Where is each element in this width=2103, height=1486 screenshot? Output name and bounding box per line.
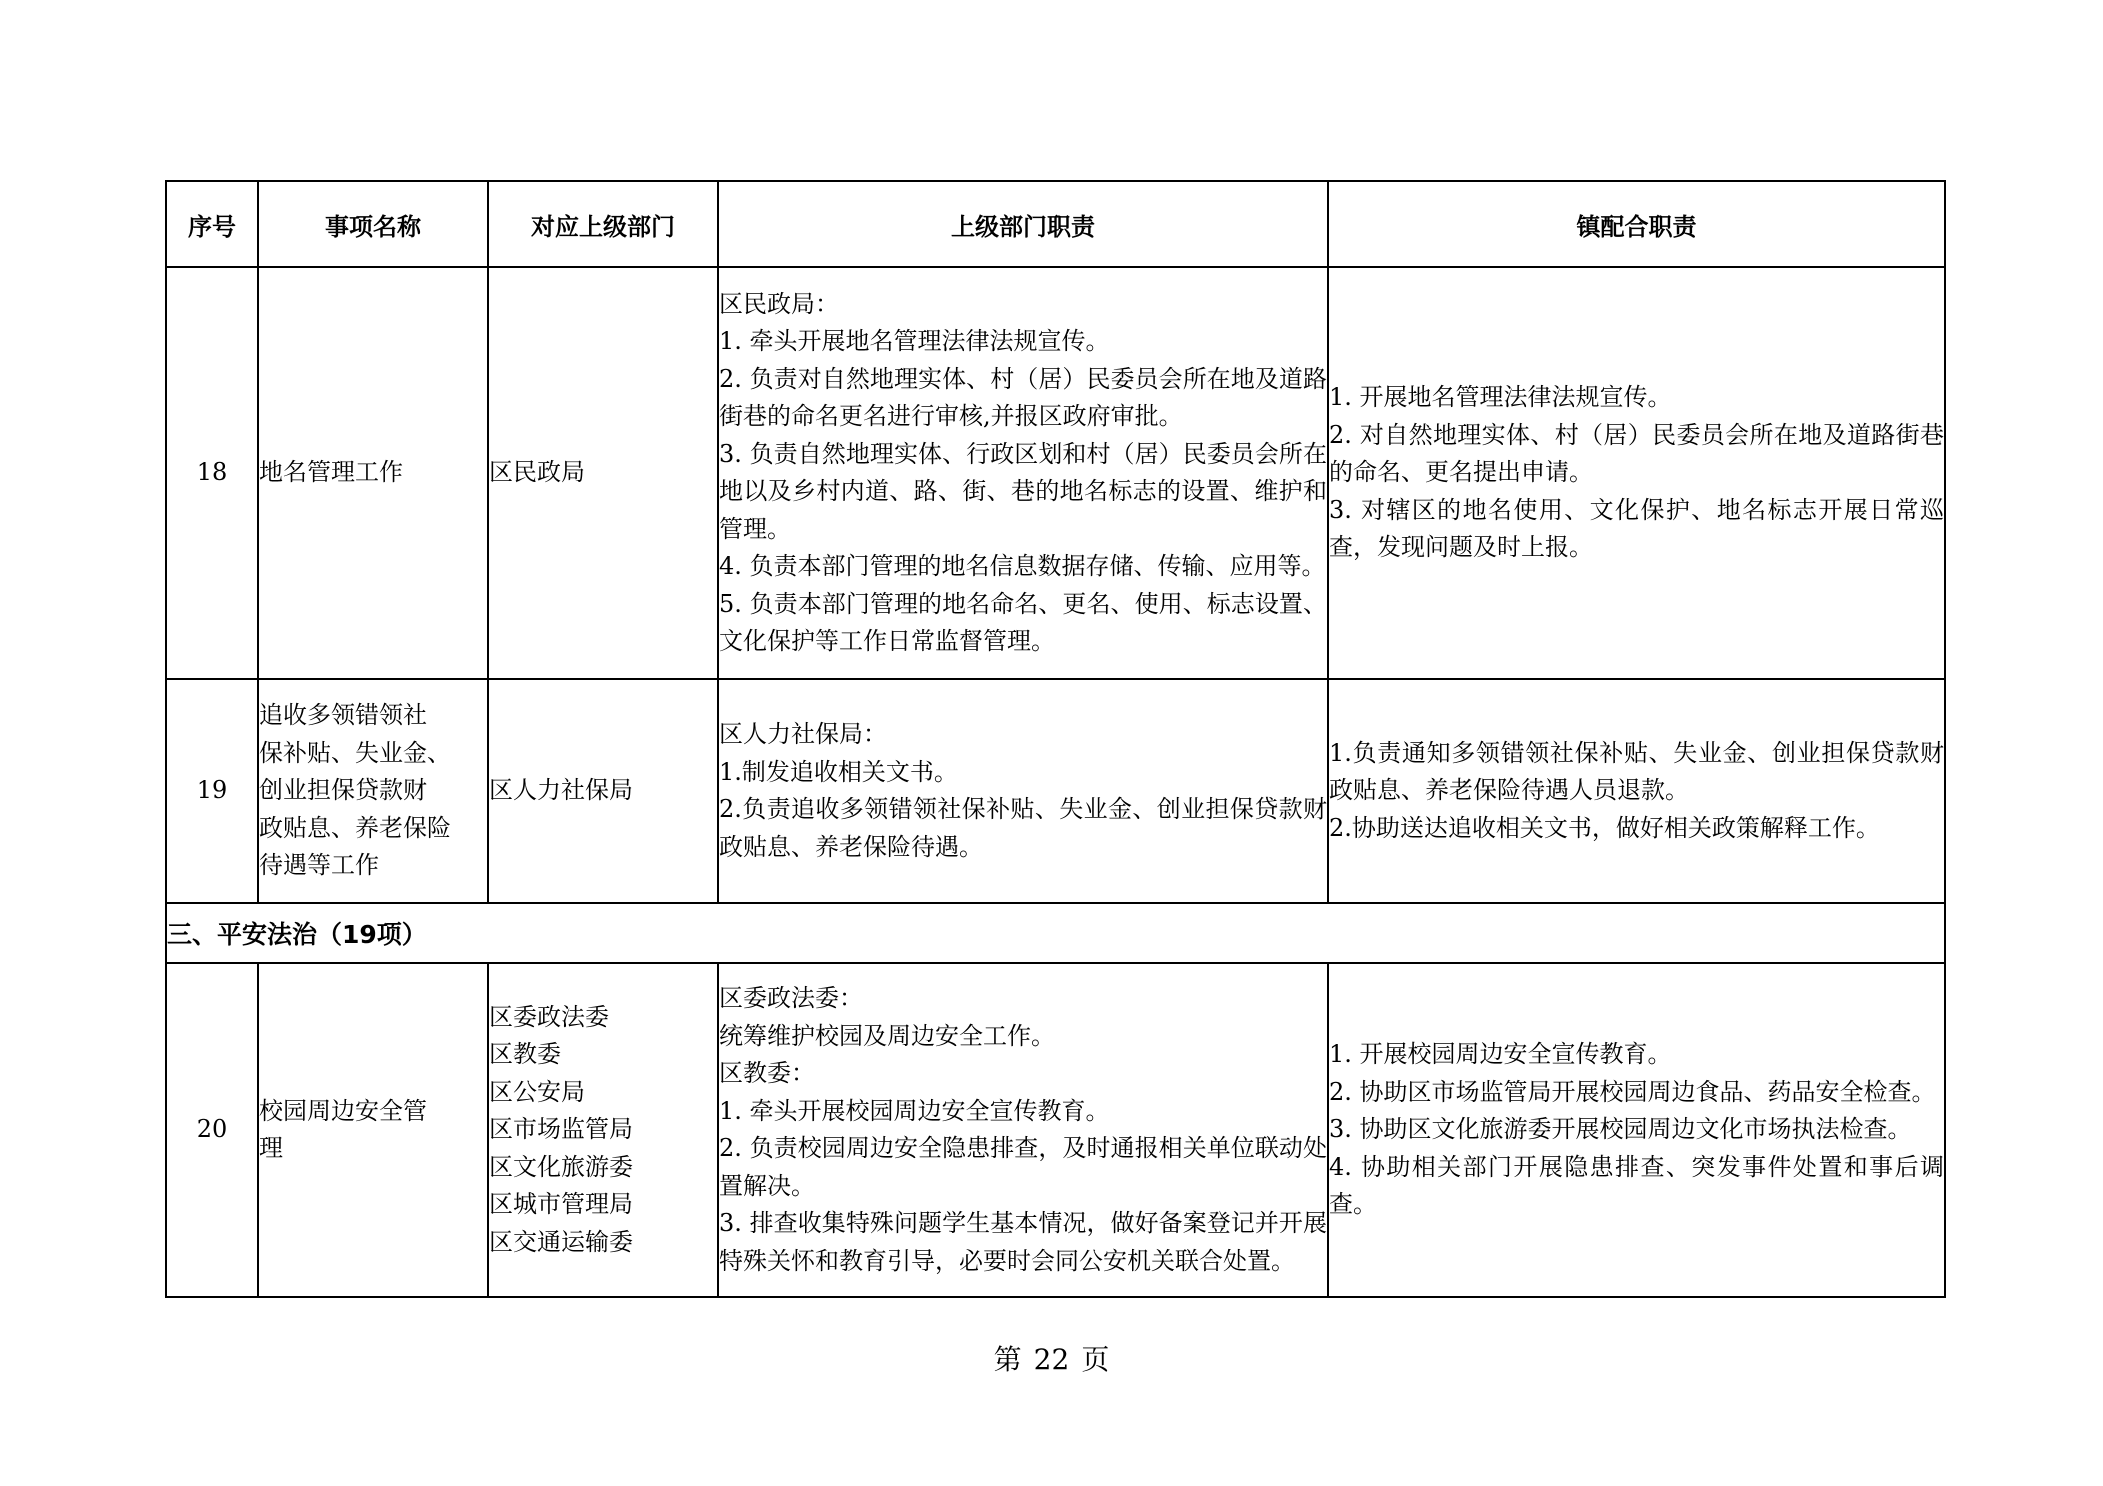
upper-dept: 区委政法委 区教委 区公安局 区市场监管局 区文化旅游委 区城市管理局 区交通运输委 [488, 963, 718, 1297]
town-duty: 1.负责通知多领错领社保补贴、失业金、创业担保贷款财政贴息、养老保险待遇人员退款。 2.协助送达追收相关文书，做好相关政策解释工作。 [1328, 679, 1945, 903]
table-row [166, 679, 1945, 903]
row-number: 19 [166, 679, 258, 903]
header-upper-duty: 上级部门职责 [718, 181, 1328, 267]
upper-dept: 区人力社保局 [488, 679, 718, 903]
responsibility-table [165, 180, 1946, 1298]
page-footer [0, 1338, 2103, 1378]
row-number: 18 [166, 267, 258, 679]
section-title: 三、平安法治（19项） [166, 903, 1945, 963]
upper-dept: 区民政局 [488, 267, 718, 679]
table-header-row [166, 181, 1945, 267]
header-item-name: 事项名称 [258, 181, 488, 267]
page-suffix: 页 [1081, 1343, 1110, 1376]
upper-duty: 区民政局： 1. 牵头开展地名管理法律法规宣传。 2. 负责对自然地理实体、村（居）民委员会所在地及道路街巷的命名更名进行审核,并报区政府审批。 3. 负责自然地理实体、行政区划和村（居）民委员会所在地以及乡村内道、路、街、巷的地名标志的设置、维护和管理。 4. 负责本部门管理的地名信息数据存储、传输、应用等。 5. 负责本部门管理的地名命名、更名、使用、标志设置、文化保护等工作日常监督管理。 [718, 267, 1328, 679]
upper-duty: 区委政法委： 统筹维护校园及周边安全工作。 区教委： 1. 牵头开展校园周边安全宣传教育。 2. 负责校园周边安全隐患排查，及时通报相关单位联动处置解决。 3. 排查收集特殊问题学生基本情况，做好备案登记并开展特殊关怀和教育引导，必要时会同公安机关联合处置。 [718, 963, 1328, 1297]
section-row [166, 903, 1945, 963]
town-duty: 1. 开展校园周边安全宣传教育。 2. 协助区市场监管局开展校园周边食品、药品安全检查。 3. 协助区文化旅游委开展校园周边文化市场执法检查。 4. 协助相关部门开展隐患排查、突发事件处置和事后调查。 [1328, 963, 1945, 1297]
upper-duty: 区人力社保局： 1.制发追收相关文书。 2.负责追收多领错领社保补贴、失业金、创业担保贷款财政贴息、养老保险待遇。 [718, 679, 1328, 903]
table-row [166, 267, 1945, 679]
header-upper-dept: 对应上级部门 [488, 181, 718, 267]
item-name: 追收多领错领社 保补贴、失业金、 创业担保贷款财 政贴息、养老保险 待遇等工作 [258, 679, 488, 903]
header-town-duty: 镇配合职责 [1328, 181, 1945, 267]
town-duty: 1. 开展地名管理法律法规宣传。 2. 对自然地理实体、村（居）民委员会所在地及道路街巷的命名、更名提出申请。 3. 对辖区的地名使用、文化保护、地名标志开展日常巡查，发现问题及时上报。 [1328, 267, 1945, 679]
item-name: 校园周边安全管 理 [258, 963, 488, 1297]
item-name: 地名管理工作 [258, 267, 488, 679]
header-serial: 序号 [166, 181, 258, 267]
row-number: 20 [166, 963, 258, 1297]
page-number: 22 [1033, 1343, 1070, 1376]
page-prefix: 第 [993, 1343, 1022, 1376]
table-row [166, 963, 1945, 1297]
